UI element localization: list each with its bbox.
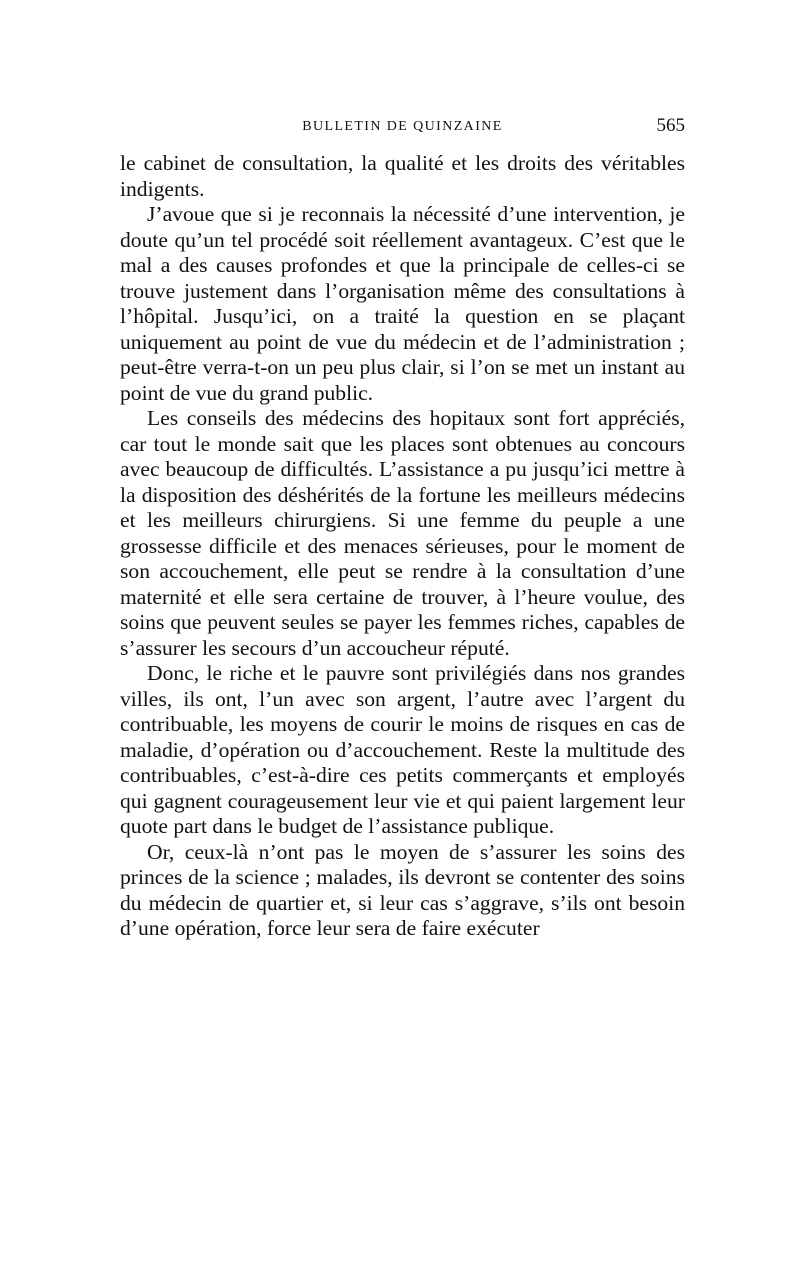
paragraph: Donc, le riche et le pauvre sont privilégiés dans nos grandes villes, ils ont, l’un avec son argent, l’autre avec l’argent du contribuable, les moyens de courir le moins de risques en cas de maladie, d’opération ou d’accouchement. Reste la multitude des contribuables, c’est-à-dire ces petits commerçants et employés qui gagnent courageusement leur vie et qui paient largement leur quote part dans le budget de l’assistance publique. (120, 661, 685, 838)
paragraph: Or, ceux-là n’ont pas le moyen de s’assurer les soins des princes de la science ; malades, ils devront se contenter des soins du médecin de quartier et, si leur cas s’aggrave, s’ils ont besoin d’une opération, force leur sera de faire exécuter (120, 839, 685, 940)
body-text (120, 151, 685, 942)
page-header (120, 117, 685, 139)
running-title: BULLETIN DE QUINZAINE (302, 119, 503, 134)
paragraph: le cabinet de consultation, la qualité et les droits des véritables indigents. (120, 151, 685, 201)
page-number: 565 (656, 115, 685, 136)
paragraph: J’avoue que si je reconnais la nécessité d’une intervention, je doute qu’un tel procédé soit réellement avantageux. C’est que le mal a des causes profondes et que la principale de celles-ci se trouve justement dans l’organisation même des consultations à l’hôpital. Jusqu’ici, on a traité la question en se plaçant uniquement au point de vue du médecin et de l’administration ; peut-être verra-t-on un peu plus clair, si l’on se met un instant au point de vue du grand public. (120, 202, 685, 405)
paragraph: Les conseils des médecins des hopitaux sont fort appréciés, car tout le monde sait que les places sont obtenues au concours avec beaucoup de difficultés. L’assistance a pu jusqu’ici mettre à la disposition des déshérités de la fortune les meilleurs médecins et les meilleurs chirurgiens. Si une femme du peuple a une grossesse difficile et des menaces sérieuses, pour le moment de son accouchement, elle peut se rendre à la consultation d’une maternité et elle sera certaine de trouver, à l’heure voulue, des soins que peuvent seules se payer les femmes riches, capables de s’assurer les secours d’un accoucheur réputé. (120, 406, 685, 660)
